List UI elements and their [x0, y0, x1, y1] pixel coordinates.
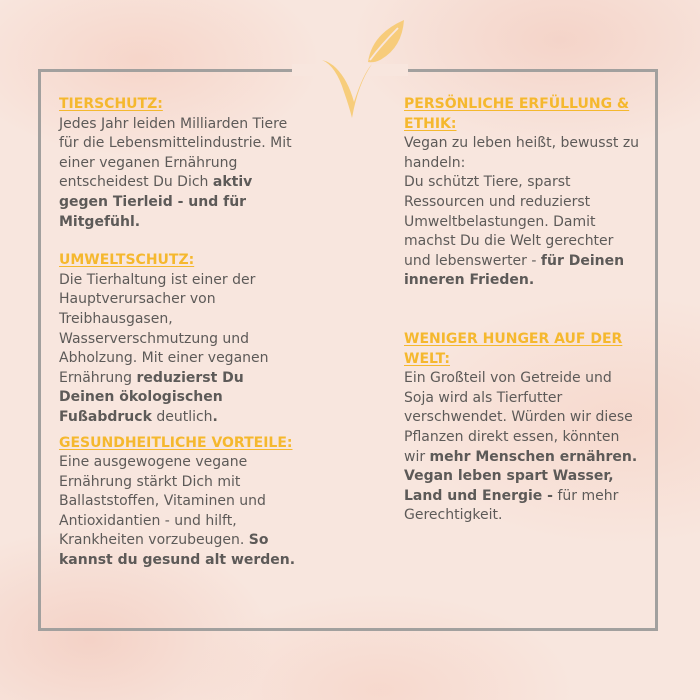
umweltschutz-text-bold: reduzierst Du Deinen ökologischen Fußabdruck	[59, 369, 244, 425]
gesundheit-heading: GESUNDHEITLICHE VORTEILE:	[59, 434, 293, 451]
umweltschutz-text-end-bold: .	[212, 408, 218, 425]
gesundheit-text-plain: Eine ausgewogene vegane Ernährung stärkt Dich mit Ballaststoffen, Vitaminen und Antioxidantien - und hilft, Krankheiten vorzubeugen.	[59, 454, 266, 549]
tierschutz-text-bold: aktiv gegen Tierleid - und für Mitgefühl.	[59, 174, 253, 230]
hunger-text-end: für mehr Gerechtigkeit.	[404, 487, 619, 524]
umweltschutz-text-end: deutlich	[151, 408, 213, 425]
umweltschutz-text	[59, 271, 299, 428]
section-tierschutz	[59, 95, 299, 232]
hunger-heading: WENIGER HUNGER AUF DER WELT:	[404, 330, 623, 367]
section-umweltschutz	[59, 251, 299, 427]
section-erfuellung	[404, 95, 644, 291]
umweltschutz-text-plain: Die Tierhaltung ist einer der Hauptverursacher von Treibhausgasen, Wasserverschmutzung und Abholzung. Mit einer veganen Ernährung	[59, 271, 269, 386]
section-hunger	[404, 330, 644, 526]
tierschutz-text-plain: Jedes Jahr leiden Milliarden Tiere für die Lebensmittelindustrie. Mit einer veganen Ernährung entscheidest Du Dich	[59, 115, 292, 191]
erfuellung-heading: PERSÖNLICHE ERFÜLLUNG & ETHIK:	[404, 96, 630, 132]
gesundheit-text	[59, 453, 299, 571]
gesundheit-text-bold: So kannst du gesund alt werden.	[59, 532, 296, 569]
erfuellung-text-plain: Du schützt Tiere, sparst Ressourcen und reduzierst Umweltbelastungen. Damit machst Du die Welt gerechter und lebenswerter -	[404, 174, 614, 269]
vegan-v-leaf-icon	[318, 14, 408, 124]
left-column	[59, 95, 299, 571]
hunger-text	[404, 369, 644, 526]
erfuellung-text-1: Vegan zu leben heißt, bewusst zu handeln:	[404, 135, 640, 171]
hunger-text-plain: Ein Großteil von Getreide und Soja wird als Tierfutter verschwendet. Würden wir diese Pflanzen direkt essen, könnten wir	[404, 370, 633, 465]
erfuellung-text-2	[404, 173, 644, 291]
tierschutz-text	[59, 115, 299, 233]
erfuellung-text-bold: für Deinen inneren Frieden.	[404, 252, 625, 289]
section-gesundheit	[59, 434, 299, 571]
hunger-text-bold: mehr Menschen ernähren. Vegan leben spart Wasser, Land und Energie -	[404, 448, 638, 504]
tierschutz-heading: TIERSCHUTZ:	[59, 96, 163, 112]
umweltschutz-heading: UMWELTSCHUTZ:	[59, 252, 195, 269]
right-column	[404, 95, 644, 526]
